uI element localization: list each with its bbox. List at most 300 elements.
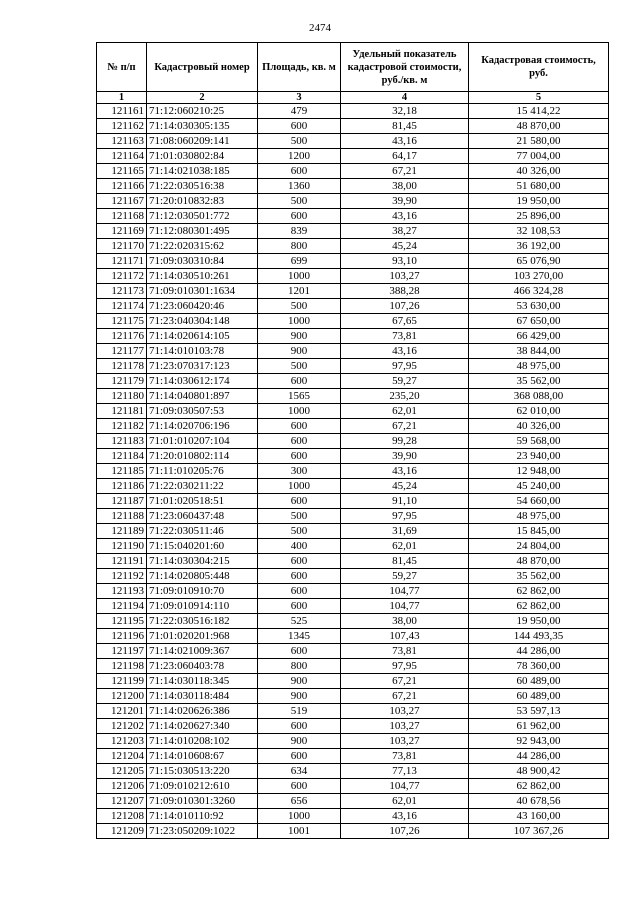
row-number-cell: 121204 [97,749,147,764]
row-number-cell: 121207 [97,794,147,809]
unit-value-cell: 99,28 [341,434,469,449]
cadastral-value-cell: 15 414,22 [469,104,609,119]
cadastral-value-cell: 53 630,00 [469,299,609,314]
area-cell: 699 [258,254,341,269]
row-number-cell: 121206 [97,779,147,794]
area-cell: 600 [258,554,341,569]
cadastral-number-cell: 71:14:010103:78 [147,344,258,359]
row-number-cell: 121192 [97,569,147,584]
cadastral-number-cell: 71:23:060403:78 [147,659,258,674]
cadastral-number-cell: 71:14:030510:261 [147,269,258,284]
cadastral-value-cell: 36 192,00 [469,239,609,254]
column-number: 2 [147,92,258,104]
row-number-cell: 121164 [97,149,147,164]
unit-value-cell: 45,24 [341,239,469,254]
cadastral-value-cell: 51 680,00 [469,179,609,194]
table-row [97,269,609,284]
table-row [97,464,609,479]
cadastral-number-cell: 71:14:020627:340 [147,719,258,734]
cadastral-value-cell: 35 562,00 [469,569,609,584]
cadastral-value-table [96,42,609,839]
row-number-cell: 121191 [97,554,147,569]
cadastral-number-cell: 71:14:020805:448 [147,569,258,584]
unit-value-cell: 38,27 [341,224,469,239]
unit-value-cell: 103,27 [341,269,469,284]
cadastral-value-cell: 60 489,00 [469,689,609,704]
table-row [97,134,609,149]
area-cell: 525 [258,614,341,629]
table-row [97,164,609,179]
cadastral-value-cell: 43 160,00 [469,809,609,824]
cadastral-number-cell: 71:08:060209:141 [147,134,258,149]
cadastral-number-cell: 71:23:040304:148 [147,314,258,329]
column-number: 1 [97,92,147,104]
row-number-cell: 121168 [97,209,147,224]
unit-value-cell: 104,77 [341,599,469,614]
unit-value-cell: 77,13 [341,764,469,779]
unit-value-cell: 31,69 [341,524,469,539]
cadastral-value-cell: 48 975,00 [469,359,609,374]
area-cell: 1000 [258,269,341,284]
cadastral-number-cell: 71:14:020626:386 [147,704,258,719]
table-row [97,314,609,329]
page-number: 2474 [309,22,331,34]
cadastral-number-cell: 71:01:020518:51 [147,494,258,509]
cadastral-number-cell: 71:22:030516:38 [147,179,258,194]
header-area: Площадь, кв. м [258,43,341,92]
area-cell: 1000 [258,479,341,494]
unit-value-cell: 81,45 [341,554,469,569]
cadastral-number-cell: 71:23:060420:46 [147,299,258,314]
table-body [97,92,609,839]
unit-value-cell: 81,45 [341,119,469,134]
row-number-cell: 121203 [97,734,147,749]
cadastral-value-cell: 24 804,00 [469,539,609,554]
unit-value-cell: 73,81 [341,749,469,764]
cadastral-value-cell: 48 870,00 [469,554,609,569]
cadastral-value-cell: 35 562,00 [469,374,609,389]
row-number-cell: 121187 [97,494,147,509]
cadastral-number-cell: 71:14:030305:135 [147,119,258,134]
row-number-cell: 121198 [97,659,147,674]
row-number-cell: 121161 [97,104,147,119]
row-number-cell: 121182 [97,419,147,434]
area-cell: 600 [258,374,341,389]
cadastral-number-cell: 71:09:010301:1634 [147,284,258,299]
table-row [97,179,609,194]
cadastral-value-cell: 59 568,00 [469,434,609,449]
cadastral-number-cell: 71:14:010110:92 [147,809,258,824]
table-row [97,209,609,224]
table-row [97,779,609,794]
table-row [97,629,609,644]
row-number-cell: 121199 [97,674,147,689]
unit-value-cell: 59,27 [341,374,469,389]
table-row [97,509,609,524]
column-number: 4 [341,92,469,104]
unit-value-cell: 103,27 [341,734,469,749]
cadastral-number-cell: 71:14:040801:897 [147,389,258,404]
unit-value-cell: 103,27 [341,719,469,734]
table-row [97,299,609,314]
cadastral-number-cell: 71:09:010301:3260 [147,794,258,809]
cadastral-number-cell: 71:15:030513:220 [147,764,258,779]
area-cell: 800 [258,239,341,254]
row-number-cell: 121209 [97,824,147,839]
column-number: 3 [258,92,341,104]
table-row [97,389,609,404]
table-header [97,43,609,92]
row-number-cell: 121162 [97,119,147,134]
table-row [97,104,609,119]
unit-value-cell: 97,95 [341,659,469,674]
unit-value-cell: 32,18 [341,104,469,119]
table-row [97,524,609,539]
unit-value-cell: 104,77 [341,779,469,794]
cadastral-number-cell: 71:11:010205:76 [147,464,258,479]
row-number-cell: 121176 [97,329,147,344]
unit-value-cell: 38,00 [341,179,469,194]
area-cell: 600 [258,419,341,434]
table-row [97,224,609,239]
area-cell: 600 [258,164,341,179]
unit-value-cell: 107,26 [341,299,469,314]
table-row [97,419,609,434]
area-cell: 1001 [258,824,341,839]
cadastral-value-cell: 40 678,56 [469,794,609,809]
cadastral-value-cell: 77 004,00 [469,149,609,164]
cadastral-value-cell: 62 862,00 [469,779,609,794]
row-number-cell: 121166 [97,179,147,194]
cadastral-value-cell: 62 862,00 [469,584,609,599]
row-number-cell: 121174 [97,299,147,314]
unit-value-cell: 104,77 [341,584,469,599]
row-number-cell: 121197 [97,644,147,659]
area-cell: 1360 [258,179,341,194]
area-cell: 600 [258,449,341,464]
cadastral-number-cell: 71:14:030118:345 [147,674,258,689]
table-row [97,194,609,209]
table-row [97,284,609,299]
table-row [97,614,609,629]
unit-value-cell: 64,17 [341,149,469,164]
table-row [97,824,609,839]
unit-value-cell: 62,01 [341,794,469,809]
area-cell: 1565 [258,389,341,404]
cadastral-value-cell: 40 326,00 [469,164,609,179]
cadastral-value-cell: 53 597,13 [469,704,609,719]
area-cell: 600 [258,434,341,449]
area-cell: 900 [258,329,341,344]
unit-value-cell: 43,16 [341,344,469,359]
area-cell: 600 [258,779,341,794]
unit-value-cell: 97,95 [341,359,469,374]
row-number-cell: 121205 [97,764,147,779]
area-cell: 1000 [258,809,341,824]
table-row [97,764,609,779]
cadastral-number-cell: 71:14:020614:105 [147,329,258,344]
row-number-cell: 121186 [97,479,147,494]
row-number-cell: 121177 [97,344,147,359]
row-number-cell: 121195 [97,614,147,629]
unit-value-cell: 73,81 [341,329,469,344]
row-number-cell: 121190 [97,539,147,554]
area-cell: 900 [258,344,341,359]
unit-value-cell: 67,21 [341,164,469,179]
cadastral-value-cell: 19 950,00 [469,614,609,629]
header-cadastral-number: Кадастровый номер [147,43,258,92]
area-cell: 1000 [258,314,341,329]
area-cell: 600 [258,569,341,584]
column-number: 5 [469,92,609,104]
table-row [97,689,609,704]
cadastral-number-cell: 71:22:020315:62 [147,239,258,254]
row-number-cell: 121184 [97,449,147,464]
unit-value-cell: 38,00 [341,614,469,629]
cadastral-value-cell: 65 076,90 [469,254,609,269]
area-cell: 300 [258,464,341,479]
cadastral-number-cell: 71:09:030507:53 [147,404,258,419]
cadastral-number-cell: 71:15:040201:60 [147,539,258,554]
header-row-number: № п/п [97,43,147,92]
unit-value-cell: 103,27 [341,704,469,719]
table-row [97,659,609,674]
area-cell: 400 [258,539,341,554]
area-cell: 500 [258,359,341,374]
cadastral-number-cell: 71:09:010212:610 [147,779,258,794]
cadastral-number-cell: 71:12:060210:25 [147,104,258,119]
cadastral-value-cell: 48 975,00 [469,509,609,524]
cadastral-value-cell: 19 950,00 [469,194,609,209]
area-cell: 839 [258,224,341,239]
cadastral-value-cell: 54 660,00 [469,494,609,509]
area-cell: 800 [258,659,341,674]
area-cell: 600 [258,119,341,134]
cadastral-value-cell: 144 493,35 [469,629,609,644]
table-row [97,584,609,599]
row-number-cell: 121173 [97,284,147,299]
area-cell: 500 [258,194,341,209]
cadastral-value-cell: 44 286,00 [469,749,609,764]
cadastral-value-cell: 25 896,00 [469,209,609,224]
table-row [97,719,609,734]
unit-value-cell: 67,21 [341,419,469,434]
table-row [97,599,609,614]
row-number-cell: 121181 [97,404,147,419]
table-row [97,149,609,164]
cadastral-value-cell: 62 010,00 [469,404,609,419]
area-cell: 600 [258,584,341,599]
unit-value-cell: 97,95 [341,509,469,524]
cadastral-value-cell: 103 270,00 [469,269,609,284]
table-row [97,329,609,344]
cadastral-number-cell: 71:23:070317:123 [147,359,258,374]
cadastral-value-cell: 66 429,00 [469,329,609,344]
cadastral-value-cell: 15 845,00 [469,524,609,539]
table-row [97,809,609,824]
area-cell: 500 [258,134,341,149]
area-cell: 519 [258,704,341,719]
row-number-cell: 121178 [97,359,147,374]
table-row [97,734,609,749]
unit-value-cell: 45,24 [341,479,469,494]
cadastral-number-cell: 71:20:010832:83 [147,194,258,209]
area-cell: 500 [258,509,341,524]
unit-value-cell: 43,16 [341,809,469,824]
table-row [97,479,609,494]
table-row [97,644,609,659]
area-cell: 1201 [258,284,341,299]
cadastral-value-cell: 21 580,00 [469,134,609,149]
unit-value-cell: 59,27 [341,569,469,584]
table-row [97,119,609,134]
table-row [97,674,609,689]
cadastral-number-cell: 71:14:030612:174 [147,374,258,389]
table-row [97,359,609,374]
cadastral-number-cell: 71:14:020706:196 [147,419,258,434]
row-number-cell: 121183 [97,434,147,449]
row-number-cell: 121169 [97,224,147,239]
cadastral-value-cell: 368 088,00 [469,389,609,404]
cadastral-number-cell: 71:01:030802:84 [147,149,258,164]
unit-value-cell: 235,20 [341,389,469,404]
unit-value-cell: 67,21 [341,689,469,704]
cadastral-number-cell: 71:23:060437:48 [147,509,258,524]
row-number-cell: 121194 [97,599,147,614]
row-number-cell: 121188 [97,509,147,524]
cadastral-value-cell: 40 326,00 [469,419,609,434]
area-cell: 600 [258,494,341,509]
area-cell: 479 [258,104,341,119]
cadastral-value-cell: 62 862,00 [469,599,609,614]
cadastral-value-cell: 45 240,00 [469,479,609,494]
table-row [97,554,609,569]
column-number-row [97,92,609,104]
area-cell: 900 [258,734,341,749]
area-cell: 600 [258,644,341,659]
cadastral-number-cell: 71:14:021038:185 [147,164,258,179]
cadastral-value-cell: 44 286,00 [469,644,609,659]
table-row [97,494,609,509]
table-row [97,404,609,419]
cadastral-number-cell: 71:22:030511:46 [147,524,258,539]
table-row [97,794,609,809]
area-cell: 600 [258,209,341,224]
unit-value-cell: 67,21 [341,674,469,689]
unit-value-cell: 91,10 [341,494,469,509]
cadastral-number-cell: 71:12:080301:495 [147,224,258,239]
cadastral-value-cell: 48 900,42 [469,764,609,779]
row-number-cell: 121189 [97,524,147,539]
cadastral-number-cell: 71:01:020201:968 [147,629,258,644]
cadastral-value-cell: 78 360,00 [469,659,609,674]
row-number-cell: 121185 [97,464,147,479]
area-cell: 600 [258,599,341,614]
row-number-cell: 121193 [97,584,147,599]
cadastral-number-cell: 71:09:030310:84 [147,254,258,269]
table-row [97,254,609,269]
unit-value-cell: 107,26 [341,824,469,839]
cadastral-number-cell: 71:01:010207:104 [147,434,258,449]
cadastral-number-cell: 71:14:010208:102 [147,734,258,749]
unit-value-cell: 62,01 [341,539,469,554]
unit-value-cell: 388,28 [341,284,469,299]
row-number-cell: 121202 [97,719,147,734]
unit-value-cell: 39,90 [341,449,469,464]
cadastral-value-cell: 92 943,00 [469,734,609,749]
unit-value-cell: 39,90 [341,194,469,209]
unit-value-cell: 62,01 [341,404,469,419]
table-row [97,449,609,464]
area-cell: 900 [258,689,341,704]
table-row [97,749,609,764]
row-number-cell: 121170 [97,239,147,254]
area-cell: 1200 [258,149,341,164]
cadastral-number-cell: 71:14:030304:215 [147,554,258,569]
area-cell: 500 [258,299,341,314]
area-cell: 900 [258,674,341,689]
area-cell: 1000 [258,404,341,419]
unit-value-cell: 93,10 [341,254,469,269]
area-cell: 600 [258,749,341,764]
cadastral-number-cell: 71:14:021009:367 [147,644,258,659]
row-number-cell: 121208 [97,809,147,824]
area-cell: 656 [258,794,341,809]
table-row [97,704,609,719]
area-cell: 634 [258,764,341,779]
row-number-cell: 121172 [97,269,147,284]
row-number-cell: 121171 [97,254,147,269]
area-cell: 500 [258,524,341,539]
cadastral-number-cell: 71:09:010910:70 [147,584,258,599]
row-number-cell: 121179 [97,374,147,389]
row-number-cell: 121201 [97,704,147,719]
row-number-cell: 121180 [97,389,147,404]
cadastral-value-cell: 38 844,00 [469,344,609,359]
row-number-cell: 121200 [97,689,147,704]
table-row [97,239,609,254]
cadastral-number-cell: 71:23:050209:1022 [147,824,258,839]
cadastral-value-cell: 466 324,28 [469,284,609,299]
cadastral-value-cell: 107 367,26 [469,824,609,839]
area-cell: 1345 [258,629,341,644]
cadastral-value-cell: 61 962,00 [469,719,609,734]
unit-value-cell: 43,16 [341,134,469,149]
row-number-cell: 121196 [97,629,147,644]
cadastral-value-cell: 23 940,00 [469,449,609,464]
unit-value-cell: 43,16 [341,209,469,224]
unit-value-cell: 73,81 [341,644,469,659]
cadastral-number-cell: 71:14:010608:67 [147,749,258,764]
cadastral-number-cell: 71:22:030516:182 [147,614,258,629]
cadastral-value-cell: 60 489,00 [469,674,609,689]
cadastral-number-cell: 71:14:030118:484 [147,689,258,704]
cadastral-number-cell: 71:09:010914:110 [147,599,258,614]
cadastral-number-cell: 71:12:030501:772 [147,209,258,224]
cadastral-value-cell: 32 108,53 [469,224,609,239]
row-number-cell: 121165 [97,164,147,179]
header-cadastral-value: Кадастровая стоимость, руб. [469,43,609,92]
table-row [97,569,609,584]
table-row [97,374,609,389]
unit-value-cell: 67,65 [341,314,469,329]
unit-value-cell: 43,16 [341,464,469,479]
unit-value-cell: 107,43 [341,629,469,644]
cadastral-value-cell: 12 948,00 [469,464,609,479]
table-row [97,434,609,449]
table-row [97,539,609,554]
cadastral-number-cell: 71:22:030211:22 [147,479,258,494]
